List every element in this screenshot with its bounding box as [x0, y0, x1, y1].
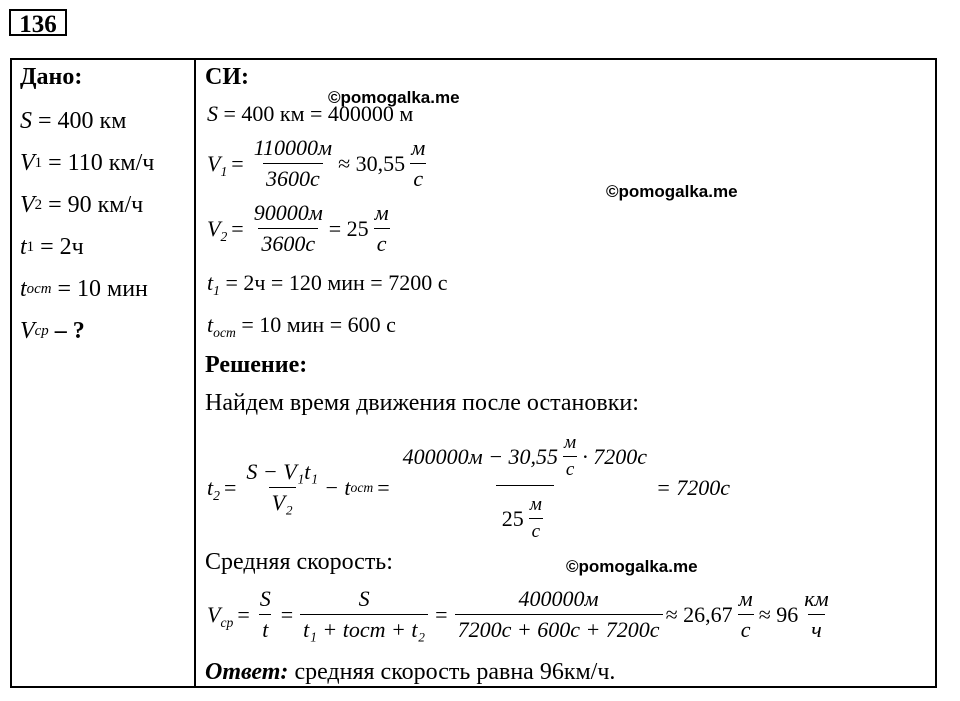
t2-fraction	[243, 459, 321, 516]
vavg-unit1	[736, 586, 756, 643]
given-value: = 110 км/ч	[48, 149, 155, 176]
vavg-f3-den: 7200с + 600с + 7200с	[455, 614, 663, 643]
given-item: V 2 = 90 км/ч	[20, 191, 144, 218]
t2-big-den-value: 25	[501, 505, 524, 531]
v1-unit-den: с	[410, 163, 426, 192]
given-value: = 90 км/ч	[48, 191, 144, 218]
answer-text: средняя скорость равна 96км/ч.	[288, 659, 616, 685]
given-var: V	[20, 191, 35, 218]
given-var: t	[20, 233, 27, 260]
v2-unit-den: с	[374, 228, 390, 257]
si-heading: СИ:	[205, 64, 249, 90]
t2-big-num-unit	[561, 432, 579, 481]
var-t1: $t_1$	[207, 270, 220, 298]
vavg-f2-num: S	[358, 586, 370, 611]
var-s: S	[207, 101, 218, 126]
vavg-u1-num: м	[738, 586, 753, 611]
v1-unit	[408, 135, 428, 192]
vavg-approx1: ≈ 26,67	[665, 601, 733, 627]
v2-fraction	[251, 200, 326, 257]
problem-number: 136	[9, 9, 67, 36]
si-t1-line	[207, 270, 447, 296]
t2-big-num-a: 400000м − 30,55	[402, 443, 559, 469]
given-value: = 2ч	[40, 233, 84, 260]
v1-fraction	[251, 135, 335, 192]
solution-heading: Решение:	[205, 352, 308, 378]
avg-speed-label: Средняя скорость:	[205, 549, 393, 575]
vavg-approx2: ≈ 96	[758, 601, 799, 627]
answer-label: Ответ:	[205, 659, 289, 685]
watermark: ©pomogalka.me	[328, 88, 460, 107]
si-tost-line	[207, 312, 396, 338]
si-t1-value: = 2ч = 120 мин = 7200 с	[225, 270, 448, 295]
vavg-f3	[455, 586, 663, 643]
given-var: V	[20, 317, 35, 344]
watermark: ©pomogalka.me	[566, 557, 698, 576]
given-item: V ср – ?	[20, 317, 85, 344]
var-v1: $V_1$	[207, 150, 228, 179]
vavg-f3-num: 400000м	[518, 586, 599, 611]
given-value: = 400 км	[38, 107, 127, 134]
given-value: – ?	[54, 317, 85, 344]
unit-m: м	[564, 432, 577, 453]
unit-m: м	[529, 494, 542, 515]
vavg-f2-den: t₁ + tост + t₂	[300, 614, 428, 643]
si-s-value: = 400 км = 400000 м	[223, 101, 414, 126]
v2-num: 90000м	[253, 200, 323, 225]
var-vcp: $V_{ср}$	[207, 601, 234, 630]
t2-frac-den: V₂	[269, 487, 296, 516]
given-item	[20, 100, 154, 142]
unit-s: с	[563, 456, 577, 481]
v1-result: ≈ 30,55	[338, 150, 406, 176]
si-v2-line: $V_2$ = $\frac{90000м}{3600с}$ = 25 $\frac{м}{с}$	[207, 200, 395, 257]
vavg-f1-den: t	[259, 614, 271, 643]
vavg-u2-num: км	[804, 586, 829, 611]
vavg-u1-den: с	[738, 614, 754, 643]
v2-unit	[372, 200, 392, 257]
column-divider	[194, 58, 196, 688]
given-var: t	[20, 275, 27, 302]
solution-intro: Найдем время движения после остановки:	[205, 390, 639, 416]
v1-den: 3600с	[263, 163, 323, 192]
t2-big-den-unit	[527, 494, 545, 543]
vavg-f2	[300, 586, 428, 643]
given-item: t 1 = 2ч	[20, 233, 84, 260]
vavg-f1-num: S	[259, 586, 271, 611]
t2-big-num-b: · 7200с	[582, 443, 647, 469]
t2-big-den	[496, 485, 554, 543]
t2-formula: $t_2$ = $\frac{\text{S − V₁t₁}}{\text{V₂}}$ − t ост = 400000м − 30,55 $\frac{м}{с}$ · 7200с 25 $\frac{м}{с}$ = 7200с	[207, 432, 731, 542]
given-var: V	[20, 149, 35, 176]
v2-den: 3600с	[258, 228, 318, 257]
given-value: = 10 мин	[57, 275, 148, 302]
given-item: t ост = 10 мин	[20, 275, 148, 302]
v2-result: = 25	[328, 215, 369, 241]
v1-num: 110000м	[253, 135, 333, 160]
vavg-u2-den: ч	[808, 614, 825, 643]
given-var: S	[20, 107, 32, 134]
v2-unit-num: м	[374, 200, 389, 225]
var-t2: $t_2$	[207, 474, 220, 503]
t2-frac-num: S − V₁t₁	[246, 459, 319, 484]
answer-line	[205, 659, 615, 686]
si-v1-line: $V_1$ = $\frac{110000м}{3600с}$ ≈ 30,55 $\frac{м}{с}$	[207, 135, 431, 192]
unit-s: с	[529, 518, 543, 543]
v1-unit-num: м	[411, 135, 426, 160]
si-tost-value: = 10 мин = 600 с	[241, 312, 396, 337]
t2-minus: − t	[324, 474, 351, 500]
t2-result: = 7200с	[655, 474, 731, 500]
vavg-unit2	[801, 586, 831, 643]
var-tost: $t_{ост}$	[207, 312, 236, 340]
vavg-f1	[257, 586, 274, 643]
avg-speed-formula: $V_{ср}$ = $\frac{S}{t}$ = $\frac{S}{\text{t₁ + tост + t₂}}$ = $\frac{400000м}{7200с + 600с + 7200с}$ ≈ 26,67 $\frac{м}{с}$ ≈ 96 $\frac{км}{ч}$	[207, 586, 835, 643]
t2-big-fraction	[397, 432, 653, 543]
t2-big-num	[397, 432, 653, 485]
watermark: ©pomogalka.me	[606, 182, 738, 201]
var-v2: $V_2$	[207, 215, 228, 244]
given-list	[20, 100, 154, 352]
given-heading: Дано:	[20, 64, 83, 90]
given-item: V 1 = 110 км/ч	[20, 149, 155, 176]
